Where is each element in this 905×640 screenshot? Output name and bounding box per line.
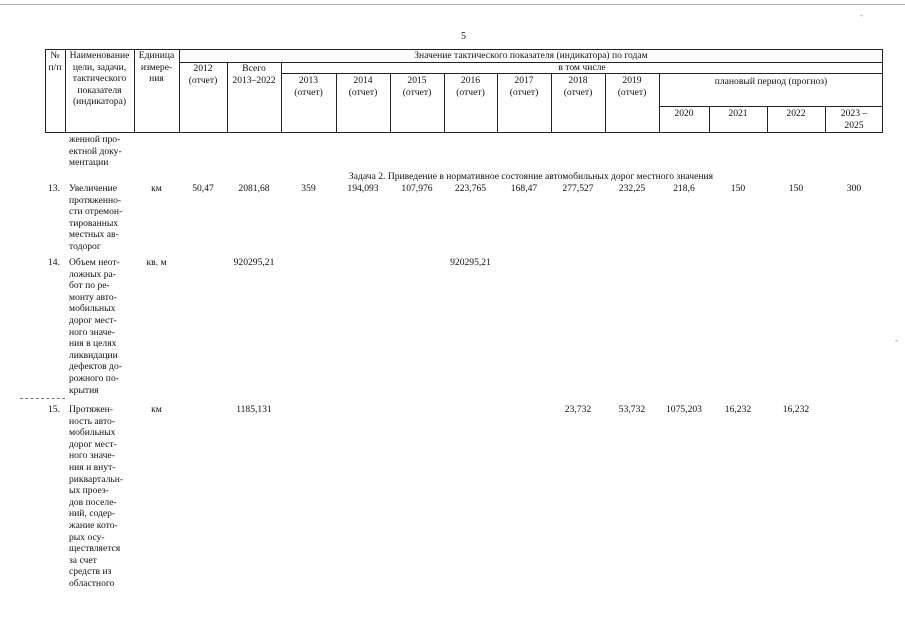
- header-including: в том числе: [558, 62, 606, 73]
- value-2014: 194,093: [347, 183, 379, 194]
- header-2013: 2013 (отчет): [294, 75, 323, 98]
- scan-artifact: [20, 398, 65, 399]
- value-2020: 1075,203: [666, 404, 702, 415]
- value-2020: 218,6: [673, 183, 695, 194]
- value-2015: 107,976: [401, 183, 433, 194]
- value-total: 1185,131: [236, 404, 272, 415]
- header-2017: 2017 (отчет): [509, 75, 539, 98]
- header-unit: Единица измере- ния: [138, 50, 175, 85]
- value-2023-2025: 300: [846, 183, 862, 194]
- value-2019: 232,25: [618, 183, 646, 194]
- row-name: Протяжен- ность авто- мобильных дорог мест- ного значе- ния и внут- риквартальн- ых проез- дов поселе- ний, содер- жание кото- рых осу- ществляется за счет средств из областного: [69, 404, 124, 589]
- header-2012: 2012 (отчет): [188, 63, 218, 86]
- value-2016: 223,765: [454, 183, 487, 194]
- row-unit: кв. м: [146, 257, 167, 268]
- value-2019: 53,732: [618, 404, 646, 415]
- header-2021: 2021: [728, 108, 748, 119]
- row-number: 15.: [48, 404, 60, 415]
- value-2016: 920295,21: [450, 257, 491, 268]
- row-unit: км: [151, 404, 162, 415]
- carry-over-text: женной про- ектной доку- ментации: [69, 134, 122, 169]
- value-2018: 277,527: [562, 183, 594, 194]
- header-2014: 2014 (отчет): [348, 75, 378, 98]
- value-2021: 16,232: [724, 404, 752, 415]
- header-2023-2025: 2023 – 2025: [840, 108, 868, 131]
- value-2021: 150: [730, 183, 746, 194]
- header-2018: 2018 (отчет): [563, 75, 593, 98]
- header-2015: 2015 (отчет): [402, 75, 432, 98]
- top-rule: [0, 4, 905, 5]
- header-2016: 2016 (отчет): [456, 75, 485, 98]
- header-2020: 2020: [674, 108, 694, 119]
- scan-mark: -: [895, 335, 898, 345]
- value-2013: 359: [301, 183, 316, 194]
- header-2022: 2022: [786, 108, 806, 119]
- row-name: Объем неот- ложных ра- бот по ре- монту авто- мобильных дорог мест- ного значе- ния в целях ликвидации дефектов до- рожного по- крытия: [69, 257, 122, 396]
- header-name: Наименование цели, задачи, тактического показателя (индикатора): [69, 50, 130, 108]
- task-title: Задача 2. Приведение в нормативное состояние автомобильных дорог местного значения: [348, 171, 714, 182]
- header-total: Всего 2013–2022: [232, 63, 276, 86]
- row-number: 14.: [48, 257, 60, 268]
- header-group: Значение тактического показателя (индикатора) по годам: [414, 50, 648, 61]
- scan-mark: -: [860, 10, 863, 20]
- row-unit: км: [151, 183, 162, 194]
- value-total: 920295,21: [233, 257, 275, 268]
- row-name: Увеличение протяженно- сти отремон- тированных местных ав- тодорог: [69, 183, 123, 252]
- value-total: 2081,68: [238, 183, 270, 194]
- header-2019: 2019 (отчет): [617, 75, 647, 98]
- row-number: 13.: [48, 183, 60, 194]
- value-2022: 150: [788, 183, 804, 194]
- value-2017: 168,47: [510, 183, 538, 194]
- header-num: № п/п: [48, 50, 62, 73]
- row-divider: [659, 106, 883, 107]
- value-2012: 50,47: [192, 183, 214, 194]
- value-2018: 23,732: [564, 404, 592, 415]
- page-number: 5: [461, 31, 466, 42]
- header-plan: плановый период (прогноз): [714, 76, 828, 87]
- value-2022: 16,232: [782, 404, 810, 415]
